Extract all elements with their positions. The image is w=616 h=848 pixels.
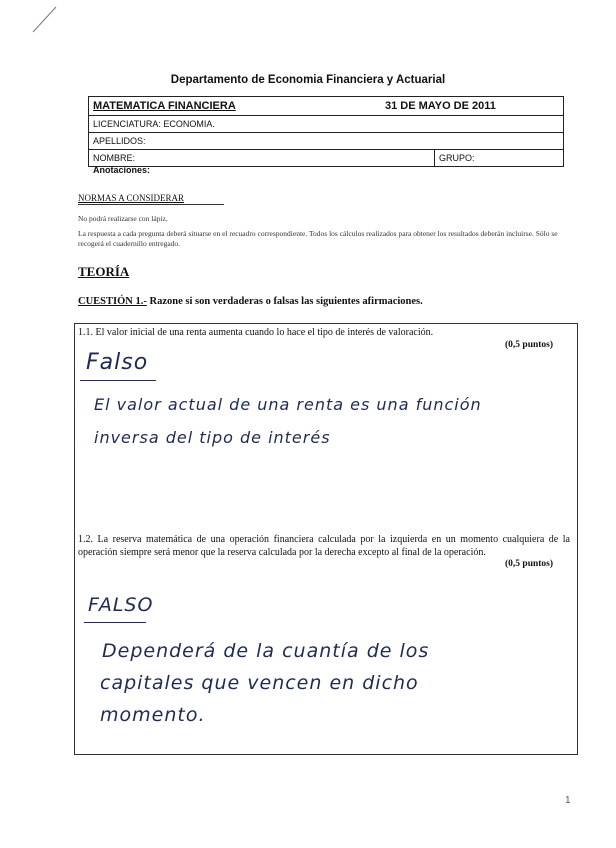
- q1-verdict[interactable]: Falso: [86, 350, 149, 375]
- q1-points: (0,5 puntos): [505, 340, 554, 350]
- q1-text: 1.1. El valor inicial de una renta aumenta cuando lo hace el tipo de interés de valoración.: [78, 327, 434, 338]
- rules-divider: [78, 204, 224, 205]
- header-degree-row: [89, 116, 563, 133]
- question-instruction: Razone si son verdaderas o falsas las siguientes afirmaciones.: [149, 296, 423, 307]
- q1-answer-line-2[interactable]: inversa del tipo de interés: [94, 428, 331, 447]
- question-label: CUESTIÓN 1.-: [78, 296, 147, 307]
- q1-verdict-underline: [80, 380, 156, 381]
- department-title: Departamento de Economia Financiera y Actuarial: [170, 74, 446, 86]
- header-name-row[interactable]: [89, 150, 563, 167]
- q2-points: (0,5 puntos): [505, 559, 554, 569]
- subject-label: MATEMATICA FINANCIERA: [93, 100, 236, 112]
- rules-line-1: No podrá realizarse con lápiz.: [78, 214, 168, 223]
- section-title: TEORÍA: [78, 264, 130, 279]
- question-heading: [78, 296, 423, 307]
- surname-label: APELLIDOS:: [93, 136, 146, 146]
- exam-date: 31 DE MAYO DE 2011: [385, 100, 496, 112]
- header-surname-row[interactable]: [89, 133, 563, 150]
- rules-title: NORMAS A CONSIDERAR: [78, 193, 185, 203]
- q2-verdict[interactable]: FALSO: [88, 594, 154, 616]
- annotations-label: Anotaciones:: [93, 165, 151, 175]
- rules-line-2: La respuesta a cada pregunta deberá situarse en el recuadro correspondiente. Todos los cálculos realizados para obtener los resultados deberán incluirse. Sólo se recogerá el cuadernillo entregado.: [78, 229, 558, 248]
- q2-answer-line-2[interactable]: capitales que vencen en dicho: [100, 672, 419, 694]
- corner-mark: [30, 4, 60, 34]
- group-label[interactable]: GRUPO:: [434, 150, 475, 166]
- page-number: 1: [565, 795, 571, 806]
- q2-answer-line-3[interactable]: momento.: [100, 704, 206, 726]
- q2-answer-line-1[interactable]: Dependerá de la cuantía de los: [102, 640, 430, 662]
- header-subject-row: [89, 97, 563, 116]
- q2-text: 1.2. La reserva matemática de una operación financiera calculada por la izquierda en un momento cualquiera de la operación siempre será menor que la reserva calculada por la derecha excepto al final de la operación.: [78, 534, 570, 558]
- header-table: [88, 96, 564, 167]
- q2-verdict-underline: [84, 622, 146, 623]
- degree-label: LICENCIATURA: ECONOMIA.: [93, 119, 215, 129]
- name-label: NOMBRE:: [93, 153, 136, 163]
- q1-answer-line-1[interactable]: El valor actual de una renta es una función: [94, 395, 482, 414]
